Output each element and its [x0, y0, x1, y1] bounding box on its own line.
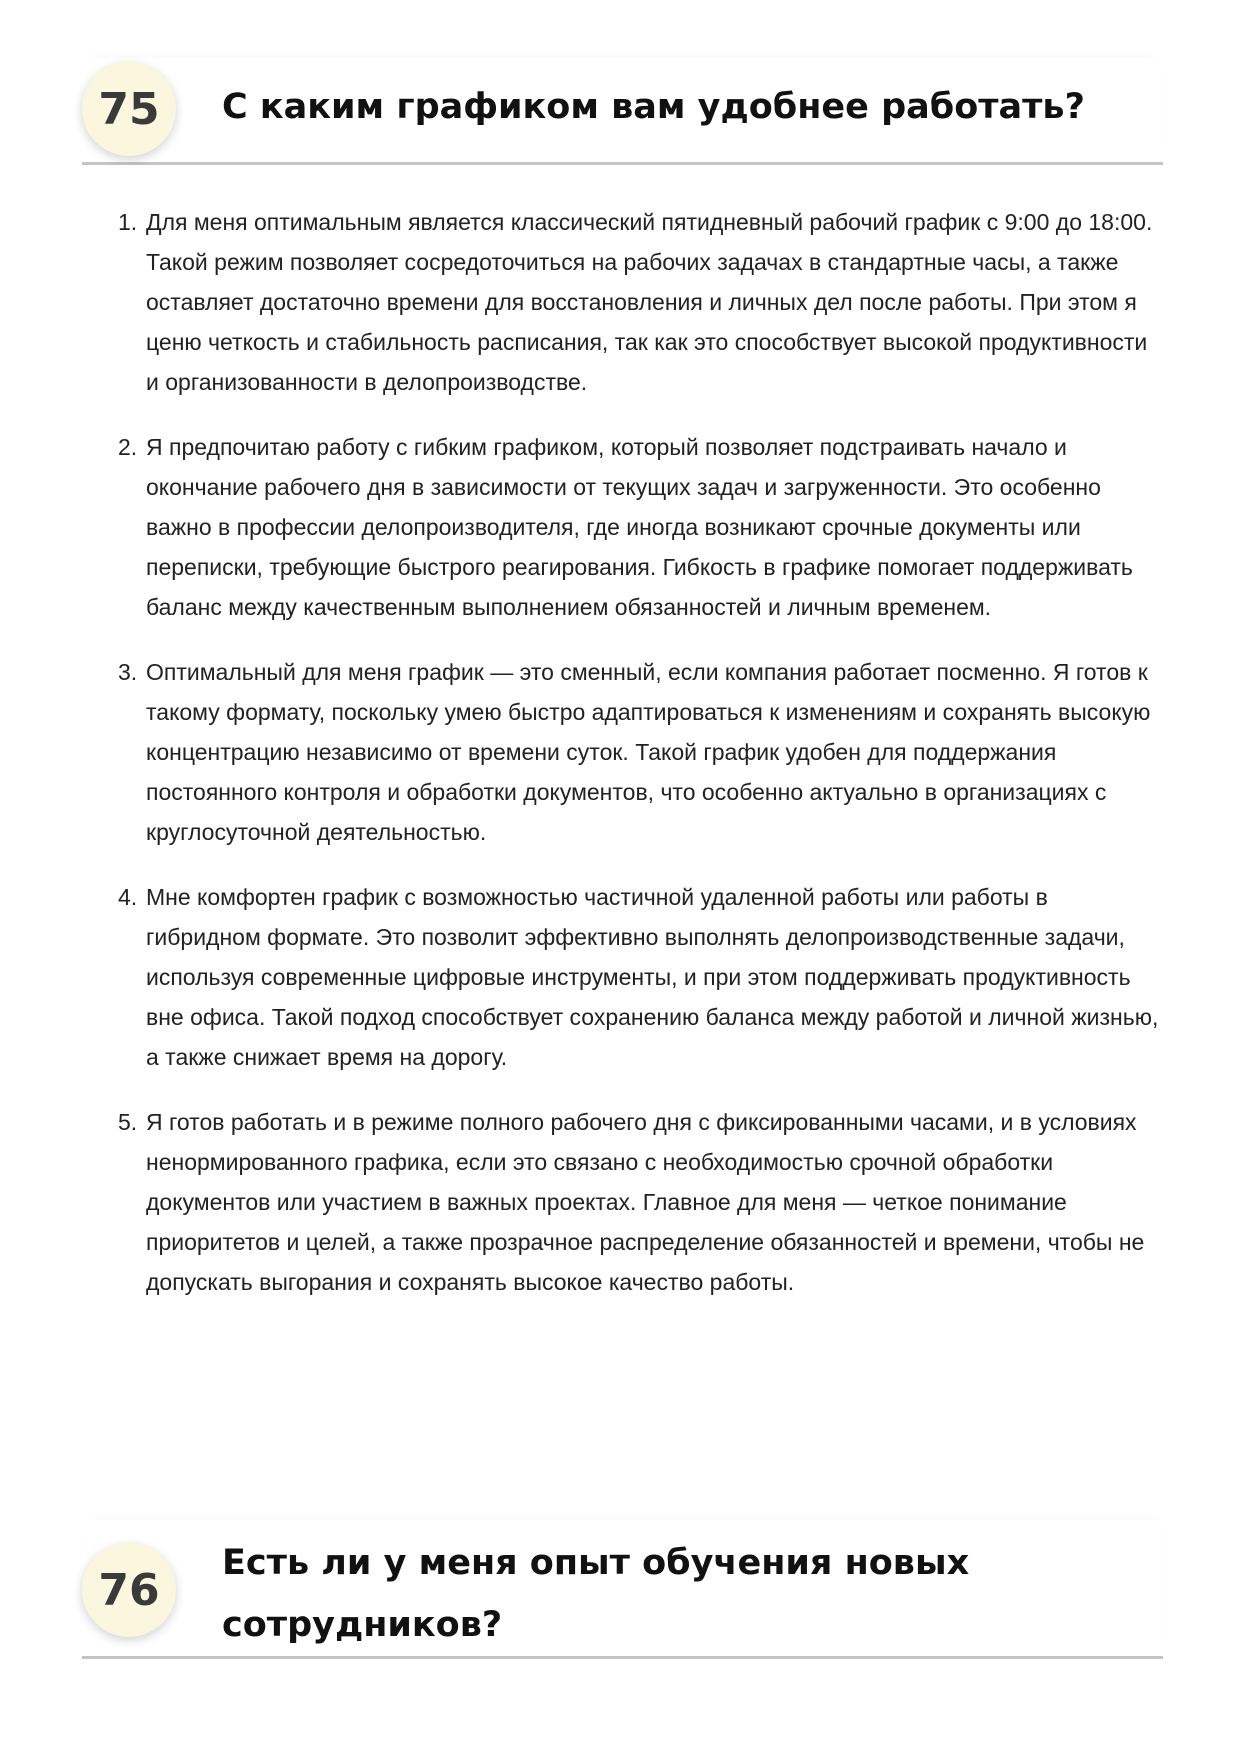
answer-number: 2. — [118, 434, 138, 460]
answer-number: 3. — [118, 659, 138, 685]
answer-text: Мне комфортен график с возможностью частичной удаленной работы или работы в гибридном формате. Это позволит эффективно выполнять делопроизводственные задачи, используя современные цифровые инструменты, и при этом поддерживать продуктивность вне офиса. Такой подход способствует сохранению баланса между работой и личной жизнью, а также снижает время на дорогу. — [146, 884, 1159, 1070]
answer-number: 5. — [118, 1109, 138, 1135]
answer-number: 1. — [118, 209, 138, 235]
answer-item — [112, 652, 1162, 852]
question-header-76 — [82, 1520, 1163, 1659]
answer-item — [112, 202, 1162, 402]
answer-text: Оптимальный для меня график — это сменный, если компания работает посменно. Я готов к такому формату, поскольку умею быстро адаптироваться к изменениям и сохранять высокую концентрацию независимо от времени суток. Такой график удобен для поддержания постоянного контроля и обработки документов, что особенно актуально в организациях с круглосуточной деятельностью. — [146, 659, 1151, 845]
answer-list — [112, 202, 1162, 1327]
answer-item — [112, 877, 1162, 1077]
question-number-badge: 75 — [82, 62, 176, 156]
answer-item — [112, 427, 1162, 627]
question-number-badge: 76 — [82, 1543, 176, 1637]
answer-text: Для меня оптимальным является классический пятидневный рабочий график с 9:00 до 18:00. Такой режим позволяет сосредоточиться на рабочих задачах в стандартные часы, а также оставляет достаточно времени для восстановления и личных дел после работы. При этом я ценю четкость и стабильность расписания, так как это способствует высокой продуктивности и организованности в делопроизводстве. — [146, 209, 1153, 395]
question-title: Есть ли у меня опыт обучения новых сотрудников? — [222, 1543, 970, 1645]
answer-item — [112, 1102, 1162, 1302]
answer-text: Я предпочитаю работу с гибким графиком, который позволяет подстраивать начало и окончание рабочего дня в зависимости от текущих задач и загруженности. Это особенно важно в профессии делопроизводителя, где иногда возникают срочные документы или переписки, требующие быстрого реагирования. Гибкость в графике помогает поддерживать баланс между качественным выполнением обязанностей и личным временем. — [146, 434, 1133, 620]
question-title: С каким графиком вам удобнее работать? — [222, 87, 1085, 127]
question-header-75 — [82, 58, 1163, 165]
answer-text: Я готов работать и в режиме полного рабочего дня с фиксированными часами, и в условиях ненормированного графика, если это связано с необходимостью срочной обработки документов или участием в важных проектах. Главное для меня — четкое понимание приоритетов и целей, а также прозрачное распределение обязанностей и времени, чтобы не допускать выгорания и сохранять высокое качество работы. — [146, 1109, 1145, 1295]
answer-number: 4. — [118, 884, 138, 910]
